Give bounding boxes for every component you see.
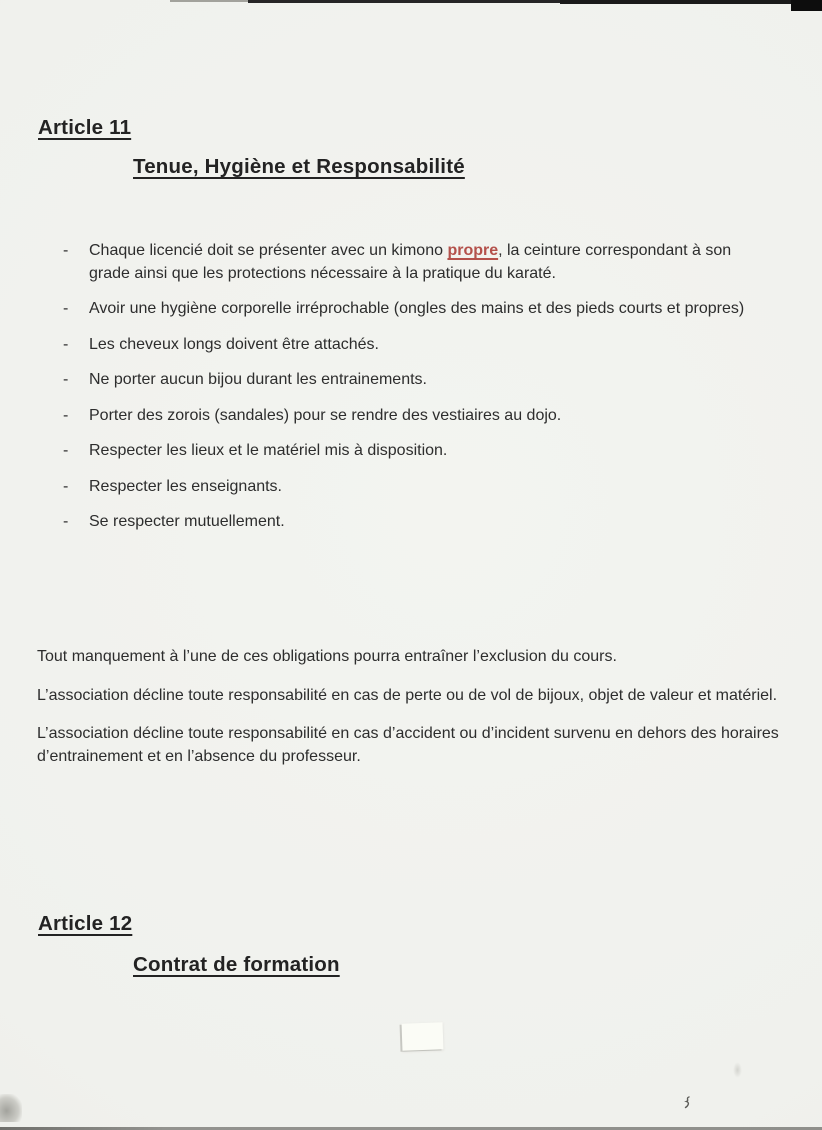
rule-item [62,476,752,499]
rule-text: Avoir une hygiène corporelle irréprochable (ongles des mains et des pieds courts et propres) [89,300,745,317]
list-dash: - [63,300,69,317]
article-11-subtitle: Tenue, Hygiène et Responsabilité [133,155,465,178]
rule-item [62,334,752,357]
rule-text: Ne porter aucun bijou durant les entrainements. [89,371,427,388]
pen-mark-icon [682,1096,693,1109]
whiteout-patch [402,1022,444,1050]
rule-text: Les cheveux longs doivent être attachés. [89,335,379,353]
rule-item [62,440,752,463]
note-paragraph: L’association décline toute responsabilité en cas de perte ou de vol de bijoux, objet de valeur et matériel. [37,686,778,704]
rule-text: Respecter les lieux et le matériel mis à disposition. [89,442,448,459]
article-11-heading: Article 11 [38,116,132,139]
rule-item [62,369,752,392]
note-paragraph: L’association décline toute responsabilité en cas d’accident ou d’incident survenu en dehors des horaires d’entrainement et en l’absence du professeur. [37,725,779,765]
closing-notes [37,646,785,784]
list-dash: - [63,242,69,259]
note-paragraph: Tout manquement à l’une de ces obligations pourra entraîner l’exclusion du cours. [37,648,617,665]
rule-item [62,298,752,321]
highlighted-word: propre [447,242,499,259]
rules-list [62,240,778,547]
scan-artifact-top-band [170,0,250,2]
rule-item [62,405,752,428]
list-dash: - [63,442,69,459]
rule-text-tail: , la ceinture correspondant à son grade ainsi que les protections nécessaire à la pratique du karaté. [89,242,732,282]
scan-artifact-speck [733,1062,742,1078]
list-dash: - [63,406,69,424]
list-dash: - [63,371,69,388]
rule-text: Respecter les enseignants. [89,477,282,495]
list-dash: - [63,477,69,495]
article-12-subtitle: Contrat de formation [133,953,340,976]
list-dash: - [63,335,69,353]
scan-artifact-top-band [560,0,794,4]
scan-artifact-corner-smudge [0,1094,22,1122]
rule-text: Porter des zorois (sandales) pour se rendre des vestiaires au dojo. [89,406,562,424]
article-12-heading: Article 12 [38,912,133,935]
rule-item [62,511,752,534]
scan-artifact-top-band [248,0,563,3]
rule-text: Se respecter mutuellement. [89,513,285,530]
scan-artifact-top-corner [791,0,822,11]
rule-item [62,240,752,285]
list-dash: - [63,513,69,530]
rule-text-lead: Chaque licencié doit se présenter avec un kimono [89,242,448,259]
